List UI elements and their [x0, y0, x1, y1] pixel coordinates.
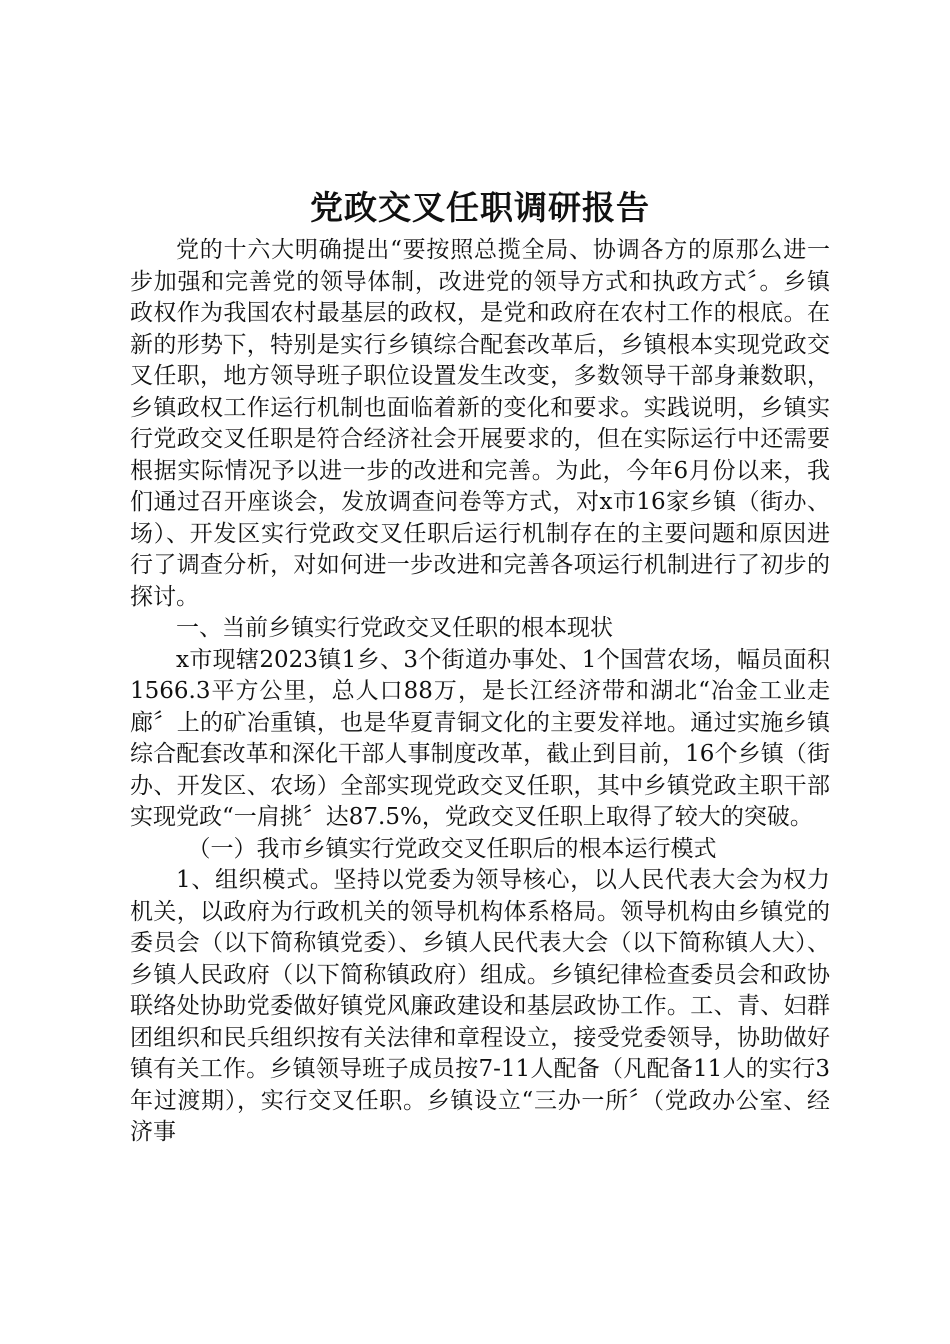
section-heading-1: 一、当前乡镇实行党政交叉任职的根本现状	[176, 615, 613, 641]
subsection-heading-1: （一）我市乡镇实行党政交叉任职后的根本运行模式	[187, 835, 717, 862]
document-title: 党政交叉任职调研报告	[310, 188, 650, 227]
document-page	[130, 183, 830, 1149]
intro-paragraph: 党的十六大明确提出“要按照总揽全局、协调各方的原那么进一步加强和完善党的领导体制，改进党的领导方式和执政方式〞。乡镇政权作为我国农村最基层的政权，是党和政府在农村工作的根底。在新的形势下，特别是实行乡镇综合配套改革后，乡镇根本实现党政交叉任职，地方领导班子职位设置发生改变，多数领导干部身兼数职，乡镇政权工作运行机制也面临着新的变化和要求。实践说明，乡镇实行党政交叉任职是符合经济社会开展要求的，但在实际运行中还需要根据实际情况予以进一步的改进和完善。为此，今年6月份以来，我们通过召开座谈会，发放调查问卷等方式，对x市16家乡镇（街办、场）、开发区实行党政交叉任职后运行机制存在的主要问题和原因进行了调查分析，对如何进一步改进和完善各项运行机制进行了初步的探讨。	[130, 237, 830, 610]
organization-mode-paragraph: 1、组织模式。坚持以党委为领导核心，以人民代表大会为权力机关，以政府为行政机关的领导机构体系格局。领导机构由乡镇党的委员会（以下简称镇党委）、乡镇人民代表大会（以下简称镇人大）、乡镇人民政府（以下简称镇政府）组成。乡镇纪律检查委员会和政协联络处协助党委做好镇党风廉政建设和基层政协工作。工、青、妇群团组织和民兵组织按有关法律和章程设立，接受党委领导，协助做好镇有关工作。乡镇领导班子成员按7-11人配备（凡配备11人的实行3年过渡期），实行交叉任职。乡镇设立“三办一所〞（党政办公室、经济事	[130, 867, 830, 1145]
status-paragraph: x市现辖2023镇1乡、3个街道办事处、1个国营农场，幅员面积1566.3平方公里，总人口88万，是长江经济带和湖北“冶金工业走廊〞上的矿冶重镇，也是华夏青铜文化的主要发祥地。通过实施乡镇综合配套改革和深化干部人事制度改革，截止到目前，16个乡镇（街办、开发区、农场）全部实现党政交叉任职，其中乡镇党政主职干部实现党政“一肩挑〞达87.5%，党政交叉任职上取得了较大的突破。	[130, 646, 830, 830]
